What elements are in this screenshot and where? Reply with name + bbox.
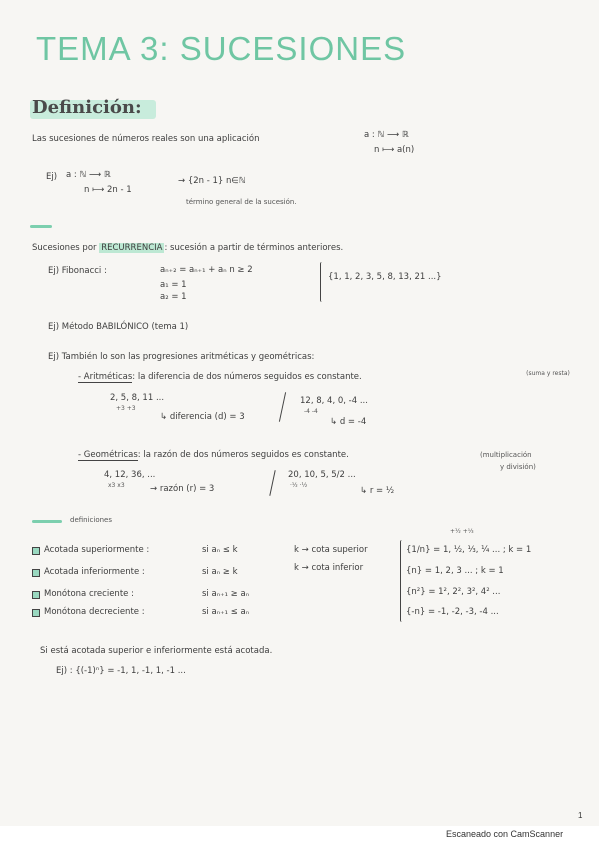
definicion-map-2: n ⟼ a(n) [374,145,415,155]
aritmeticas-label: - Aritméticas [78,372,133,382]
aritmeticas-ex2-result: ↳ d = -4 [330,417,367,427]
geometricas-ex2-seq: 20, 10, 5, 5/2 ... [288,470,356,480]
fibonacci-a2: a₂ = 1 [160,292,187,302]
def-row-3-name: Monótona creciente : [44,589,134,599]
fibonacci-brace [320,262,324,302]
bullet-icon [32,591,40,599]
bullet-icon [32,547,40,555]
aritmeticas-ex1-steps: +3 +3 [116,405,136,412]
section-divider [30,225,52,228]
def-row-1-desc: k → cota superior [294,545,368,555]
fibonacci-a1: a₁ = 1 [160,280,187,290]
aritmeticas-ex1-result: ↳ diferencia (d) = 3 [160,412,245,422]
geometricas-ex2-steps: ·½ ·½ [290,482,308,489]
def-row-2-name: Acotada inferiormente : [44,567,145,577]
aritmeticas-divider [279,392,286,422]
aritmeticas-line [78,372,362,382]
definiciones-ex-top: +½ +⅓ [450,528,474,535]
aritmeticas-ex1-seq: 2, 5, 8, 11 ... [110,393,165,403]
geometricas-label: - Geométricas [78,450,138,460]
aritmeticas-ex2-steps: -4 -4 [304,408,318,415]
fibonacci-formula: aₙ₊₂ = aₙ₊₁ + aₙ n ≥ 2 [160,265,253,275]
ej-map-1: a : ℕ ⟶ ℝ [66,170,111,180]
ej-map-2: n ⟼ 2n - 1 [84,185,132,195]
ej-note: término general de la sucesión. [186,198,297,206]
def-row-3-ex: {n²} = 1², 2², 3², 4² ... [406,587,501,597]
geometricas-text: : la razón de dos números seguidos es constante. [137,450,349,460]
def-row-1-name: Acotada superiormente : [44,545,150,555]
definicion-map-1: a : ℕ ⟶ ℝ [364,130,409,140]
def-row-2-ex: {n} = 1, 2, 3 ... ; k = 1 [406,566,504,576]
bullet-icon [32,569,40,577]
geometricas-line [78,450,349,460]
geometricas-ex1-steps: x3 x3 [108,482,125,489]
geometricas-ex1-seq: 4, 12, 36, ... [104,470,156,480]
recurrencia-intro [32,243,343,253]
progresiones-text: Ej) También lo son las progresiones aritméticas y geométricas: [48,352,315,362]
bullet-icon [32,609,40,617]
recurrencia-intro-pre: Sucesiones por [32,243,97,253]
acotada-example: Ej) : {(-1)ⁿ} = -1, 1, -1, 1, -1 ... [56,666,186,676]
def-row-4-ex: {-n} = -1, -2, -3, -4 ... [406,607,499,617]
geometricas-ex1-result: → razón (r) = 3 [150,484,215,494]
geometricas-ex2-result: ↳ r = ½ [360,486,395,496]
acotada-text: Si está acotada superior e inferiormente está acotada. [40,646,273,656]
geometricas-note-1: (multiplicación [480,451,532,459]
def-row-4-cond: si aₙ₊₁ ≤ aₙ [202,607,250,617]
scanner-footer: Escaneado con CamScanner [446,829,564,839]
def-row-1-cond: si aₙ ≤ k [202,545,238,555]
recurrencia-highlight: RECURRENCIA [101,243,163,253]
definicion-heading: Definición: [32,97,142,118]
definicion-text: Las sucesiones de números reales son una aplicación [32,134,260,144]
def-row-3-cond: si aₙ₊₁ ≥ aₙ [202,589,250,599]
page-number: 1 [578,811,583,820]
fibonacci-label: Ej) Fibonacci : [48,266,107,276]
aritmeticas-note: (suma y resta) [526,370,570,377]
def-row-4-name: Monótona decreciente : [44,607,145,617]
fibonacci-sequence: {1, 1, 2, 3, 5, 8, 13, 21 ...} [328,272,442,282]
geometricas-note-2: y división) [500,463,536,471]
aritmeticas-text: : la diferencia de dos números seguidos es constante. [132,372,362,382]
ej-result: → {2n - 1} n∈ℕ [178,176,246,186]
def-row-2-desc: k → cota inferior [294,563,364,573]
recurrencia-intro-post: : sucesión a partir de términos anteriores. [164,243,344,253]
page-title: TEMA 3: SUCESIONES [36,30,407,67]
def-row-2-cond: si aₙ ≥ k [202,567,238,577]
def-row-1-ex: {1/n} = 1, ½, ⅓, ¼ ... ; k = 1 [406,545,532,555]
definiciones-heading: definiciones [70,516,113,524]
ej-label: Ej) [46,172,58,182]
geometricas-divider [269,470,275,496]
definiciones-dash [32,520,62,523]
definiciones-brace [400,540,404,622]
aritmeticas-ex2-seq: 12, 8, 4, 0, -4 ... [300,396,368,406]
metodo-babilonico: Ej) Método BABILÓNICO (tema 1) [48,322,189,332]
